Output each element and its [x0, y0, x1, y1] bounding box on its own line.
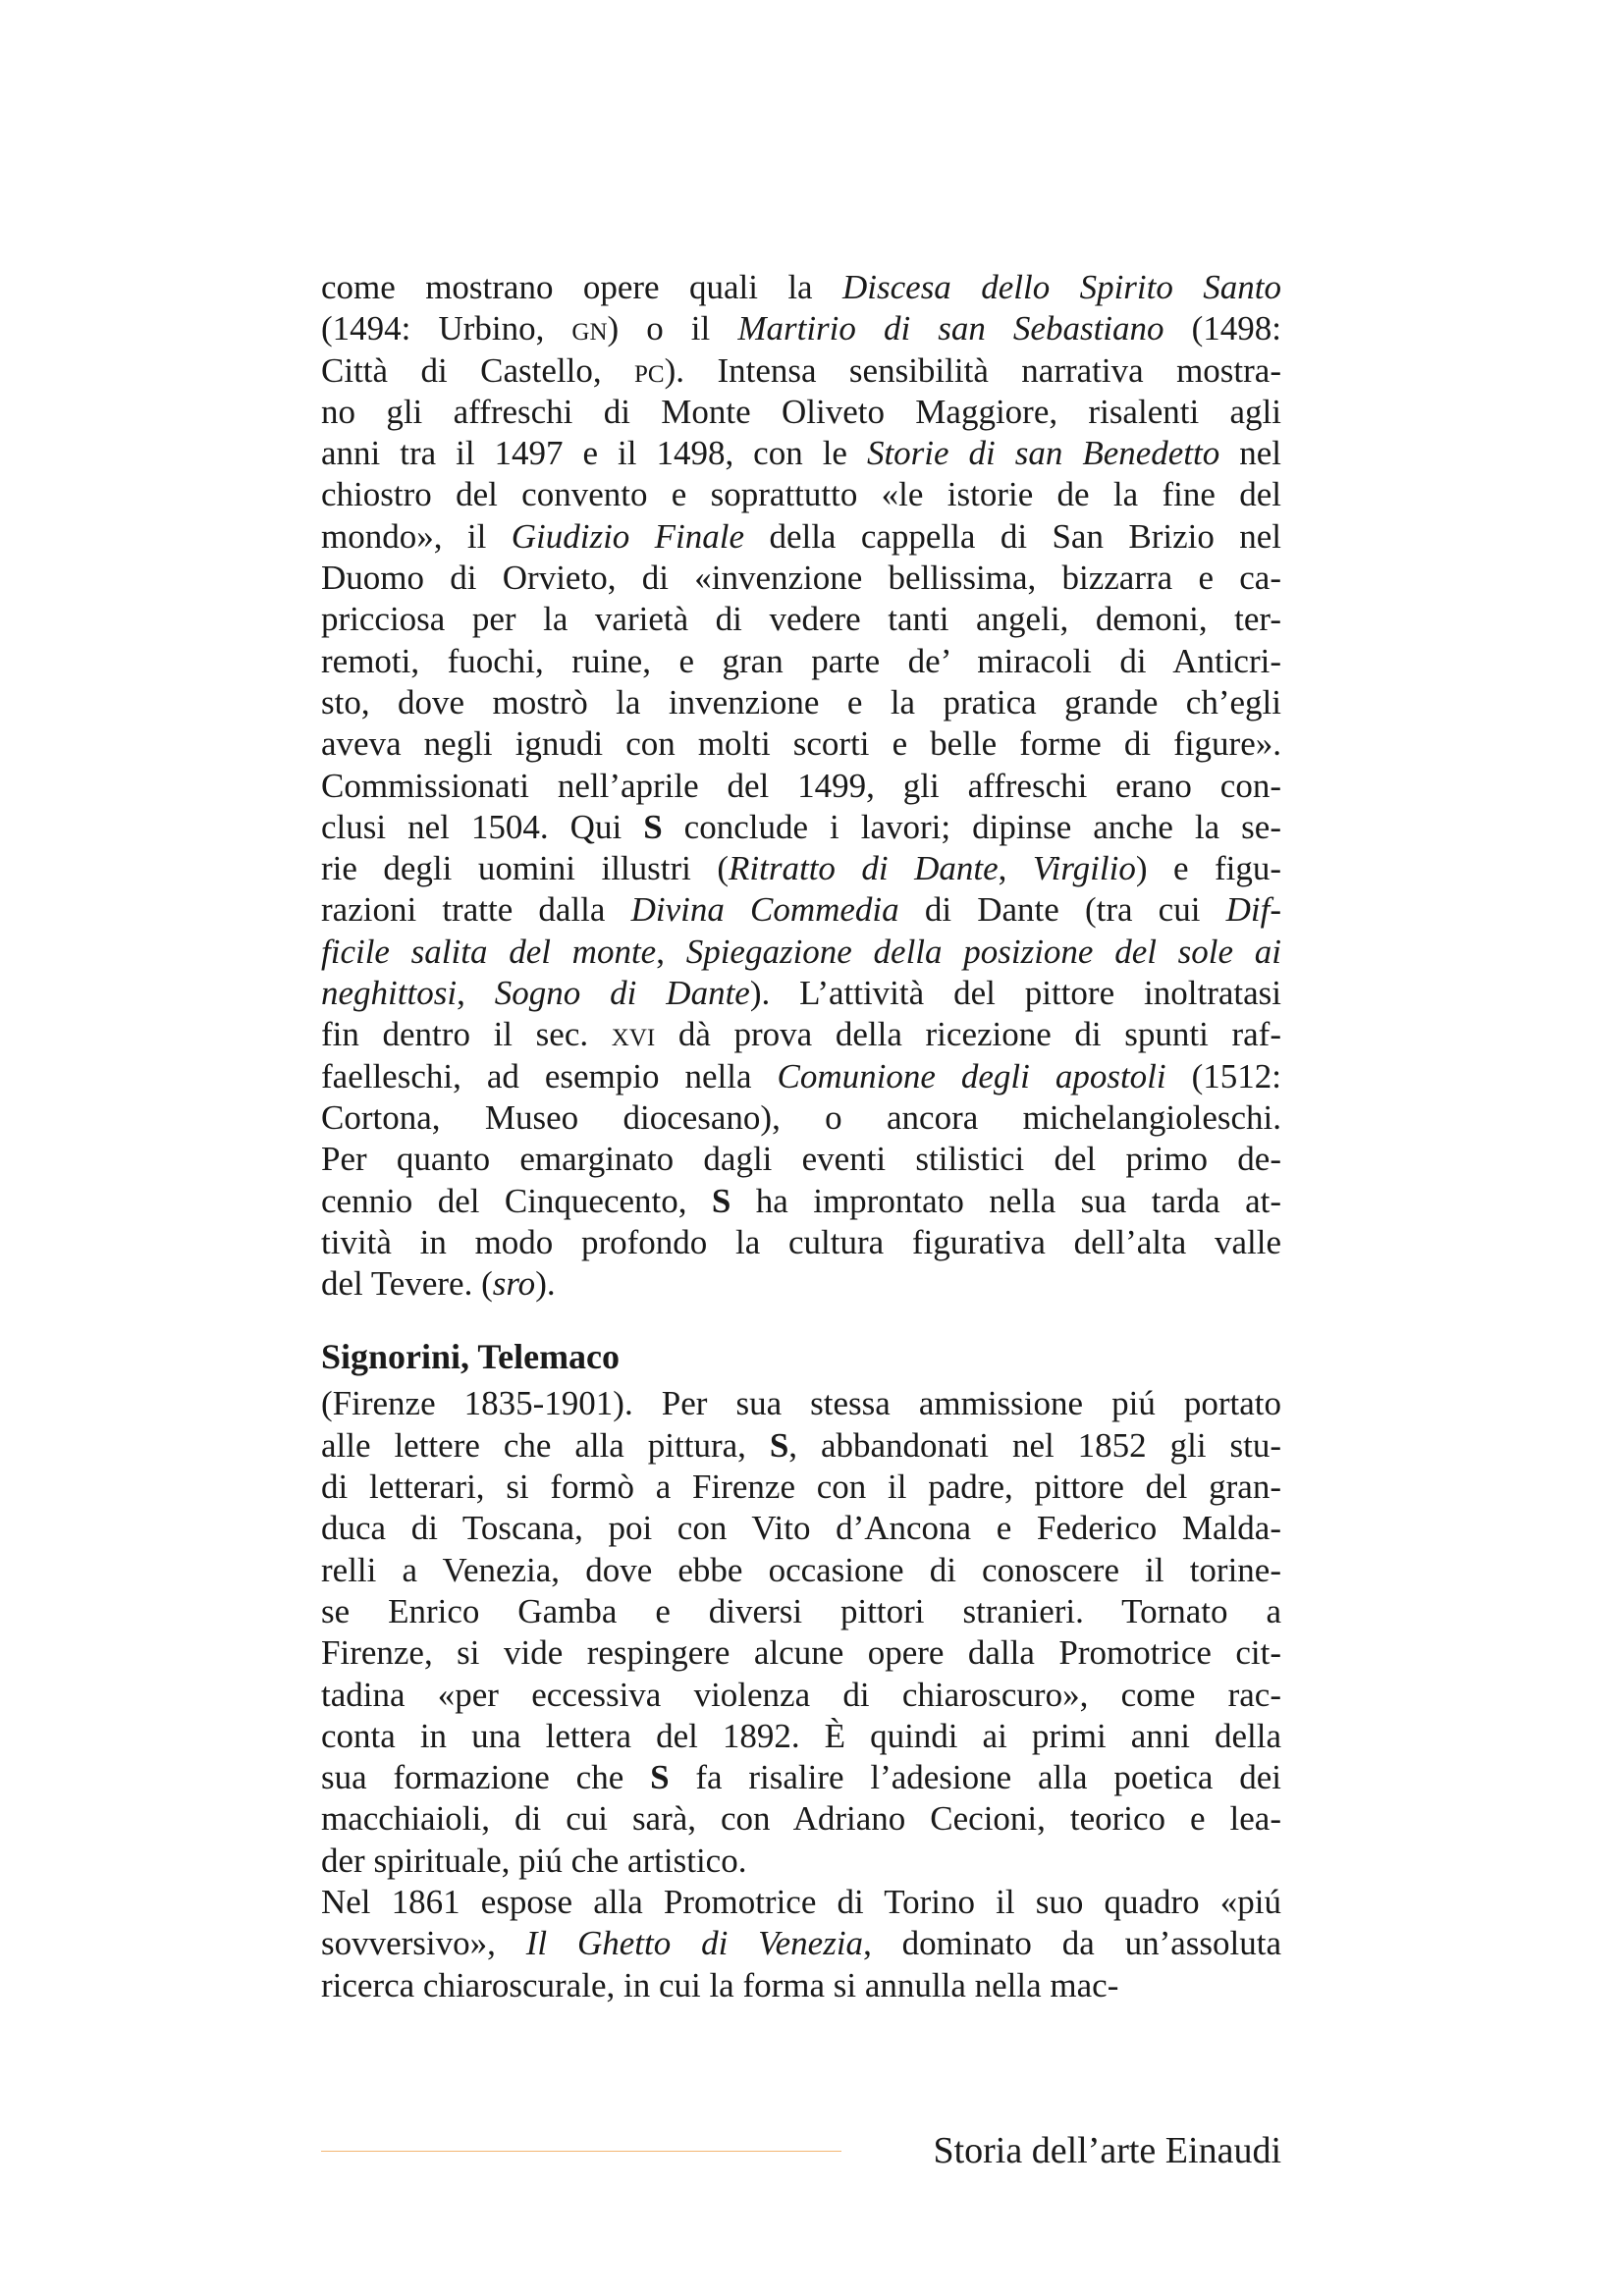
footer-title: Storia dell’arte Einaudi [933, 2130, 1281, 2171]
entry-heading: Signorini, Telemaco [321, 1337, 621, 1377]
text-line: macchiaioli, di cui sarà, con Adriano Cecioni, teorico e lea- [321, 1799, 1281, 1839]
text-line: mondo», il Giudizio Finale della cappella di San Brizio nel [321, 516, 1281, 556]
text-line: tività in modo profondo la cultura figurativa dell’alta valle [321, 1222, 1281, 1261]
entry-paragraph-1 [321, 1383, 1281, 1882]
text-line: razioni tratte dalla Divina Commedia di Dante (tra cui Dif- [321, 890, 1281, 930]
text-line: Città di Castello, pc). Intensa sensibilità narrativa mostra- [321, 350, 1281, 390]
text-line: Firenze, si vide respingere alcune opere dalla Promotrice cit- [321, 1633, 1281, 1673]
entry-paragraph-2 [321, 1882, 1281, 2006]
text-line: Cortona, Museo diocesano), o ancora michelangioleschi. [321, 1097, 1281, 1137]
text-line: conta in una lettera del 1892. È quindi ai primi anni della [321, 1716, 1281, 1755]
text-line: Commissionati nell’aprile del 1499, gli affreschi erano con- [321, 766, 1281, 805]
text-line: sua formazione che S fa risalire l’adesione alla poetica dei [321, 1758, 1281, 1797]
text-line: (Firenze 1835-1901). Per sua stessa ammissione piú portato [321, 1384, 1281, 1423]
text-line: faelleschi, ad esempio nella Comunione degli apostoli (1512: [321, 1056, 1281, 1095]
text-line: aveva negli ignudi con molti scorti e belle forme di figure». [321, 724, 1281, 764]
text-line: ricerca chiaroscurale, in cui la forma si annulla nella mac- [321, 1965, 1119, 2004]
text-line: duca di Toscana, poi con Vito d’Ancona e Federico Malda- [321, 1509, 1281, 1548]
text-line: remoti, fuochi, ruine, e gran parte de’ miracoli di Anticri- [321, 641, 1281, 680]
previous-entry-text [321, 267, 1281, 1305]
text-line: cennio del Cinquecento, S ha improntato nella sua tarda at- [321, 1181, 1281, 1220]
text-line: chiostro del convento e soprattutto «le istorie de la fine del [321, 475, 1281, 514]
text-line: Per quanto emarginato dagli eventi stilistici del primo de- [321, 1140, 1281, 1179]
text-line: sto, dove mostrò la invenzione e la pratica grande ch’egli [321, 682, 1281, 721]
text-line: alle lettere che alla pittura, S, abbandonati nel 1852 gli stu- [321, 1425, 1281, 1465]
text-line: anni tra il 1497 e il 1498, con le Storie di san Benedetto nel [321, 434, 1281, 473]
text-line: sovversivo», Il Ghetto di Venezia, dominato da un’assoluta [321, 1924, 1281, 1963]
text-line: tadina «per eccessiva violenza di chiaroscuro», come rac- [321, 1675, 1281, 1714]
text-line: pricciosa per la varietà di vedere tanti angeli, demoni, ter- [321, 600, 1281, 639]
text-line: del Tevere. (sro). [321, 1264, 556, 1304]
text-line: Nel 1861 espose alla Promotrice di Torino il suo quadro «piú [321, 1882, 1281, 1921]
text-line: neghittosi, Sogno di Dante). L’attività del pittore inoltratasi [321, 974, 1281, 1013]
text-line: Duomo di Orvieto, di «invenzione bellissima, bizzarra e ca- [321, 559, 1281, 598]
text-line: rie degli uomini illustri (Ritratto di Dante, Virgilio) e figu- [321, 849, 1282, 888]
text-line: come mostrano opere quali la Discesa dello Spirito Santo [321, 268, 1281, 306]
text-line: der spirituale, piú che artistico. [321, 1841, 747, 1880]
text-line: relli a Venezia, dove ebbe occasione di conoscere il torine- [321, 1550, 1281, 1589]
text-line: se Enrico Gamba e diversi pittori stranieri. Tornato a [321, 1591, 1281, 1630]
text-line: ficile salita del monte, Spiegazione della posizione del sole ai [321, 932, 1281, 971]
text-line: di letterari, si formò a Firenze con il padre, pittore del gran- [321, 1468, 1281, 1507]
page-footer [321, 2128, 1281, 2173]
page-body [321, 267, 1281, 2006]
footer-rule [321, 2151, 841, 2152]
text-line: (1494: Urbino, gn) o il Martirio di san Sebastiano (1498: [321, 309, 1281, 348]
text-line: clusi nel 1504. Qui S conclude i lavori; dipinse anche la se- [321, 807, 1281, 846]
text-line: no gli affreschi di Monte Oliveto Maggiore, risalenti agli [321, 392, 1281, 431]
text-line: fin dentro il sec. xvi dà prova della ricezione di spunti raf- [321, 1015, 1281, 1054]
